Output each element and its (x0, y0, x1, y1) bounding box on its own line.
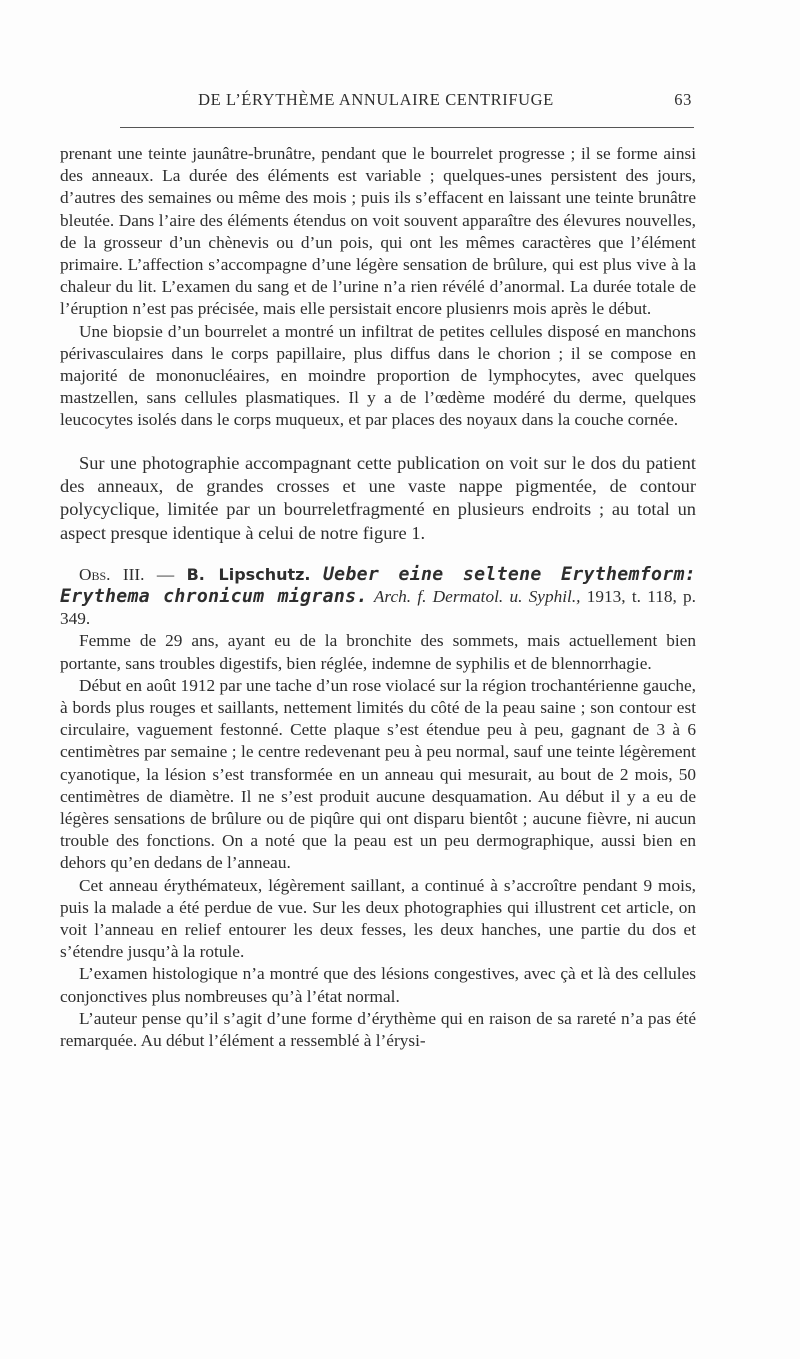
paragraph-continuation: prenant une teinte jaunâtre-brunâtre, pendant que le bourrelet progresse ; il se forme ainsi des anneaux. La durée des éléments est variable ; quelques-unes persistent des jours, d’autres des semaines ou même des mois ; puis ils s’effacent en laissant une teinte brunâtre bleutée. Dans l’aire des éléments étendus on voit souvent apparaître des élevures nouvelles, de la grosseur d’un chènevis ou d’un pois, qui ont les mêmes caractères que l’élément primaire. L’affection s’accompagne d’une légère sensation de brûlure, qui est plus vive à la chaleur du lit. L’examen du sang et de l’urine n’a rien révélé d’anormal. La durée totale de l’éruption n’est pas précisée, mais elle persistait encore plusienrs mois après le début. (60, 144, 696, 319)
observation-citation: 1913, t. 118, p. 349. (60, 587, 696, 629)
running-title: DE L’ÉRYTHÈME ANNULAIRE CENTRIFUGE (198, 90, 554, 109)
paragraph-author-opinion: L’auteur pense qu’il s’agit d’une forme d’érythème qui en raison de sa rareté n’a pas été remarquée. Au début l’élément a ressemblé à l’érysi- (60, 1008, 696, 1051)
paragraph-patient: Femme de 29 ans, ayant eu de la bronchite des sommets, mais actuellement bien portante, sans troubles digestifs, bien réglée, indemne de syphilis et de blennorrhagie. (60, 631, 696, 673)
body-text (60, 143, 696, 1052)
page-header (60, 90, 692, 114)
observation-author: B. Lipschutz. (186, 564, 311, 584)
observation-journal: Arch. f. Dermatol. u. Syphil., (373, 587, 581, 607)
observation-dash: — (144, 564, 187, 584)
paragraph-histology: L’examen histologique n’a montré que des lésions congestives, avec çà et là des cellules conjonctives plus nombreuses qu’à l’état normal. (60, 964, 696, 1006)
paragraph-onset: Début en août 1912 par une tache d’un rose violacé sur la région trochantérienne gauche, à bords plus rouges et saillants, nettement limités du côté de la peau saine ; son contour est circulaire, vaguement festonné. Cette plaque s’est étendue peu à peu, gagnant de 3 à 6 centimètres par semaine ; le centre redevenant peu à peu normal, sauf une teinte légèrement cyanotique, la lésion s’est transformée en un anneau qui mesurait, au bout de 2 mois, 50 centimètres de diamètre. Il ne s’est produit aucune desquamation. Au début il y a eu de légères sensations de brûlure ou de piqûre qui ont disparu bientôt ; aucune fièvre, ni aucun trouble des fonctions. On a noté que la peau est un peu dermographique, aussi bien en dehors qu’en dedans de l’anneau. (60, 675, 696, 873)
header-rule (120, 127, 694, 128)
paragraph-biopsy: Une biopsie d’un bourrelet a montré un infiltrat de petites cellules disposé en manchons périvasculaires dans le corps papillaire, plus diffus dans le chorion ; il se compose en majorité de mononucléaires, en moindre proportion de lymphocytes, avec quelques mastzellen, sans cellules plasmatiques. Il y a de l’œdème modéré du derme, quelques leucocytes isolés dans le corps muqueux, et par places des noyaux dans la couche cornée. (60, 321, 696, 430)
observation-heading (60, 564, 696, 631)
page-number: 63 (674, 90, 692, 109)
paragraph-photograph: Sur une photographie accompagnant cette publication on voit sur le dos du patient des anneaux, de grandes crosses et une vaste nappe pigmentée, de contour polycyclique, limitée par un bourreletfragmenté en plusieurs endroits ; au total un aspect presque identique à celui de notre figure 1. (60, 452, 696, 543)
observation-label: Obs. III. (79, 564, 145, 584)
observation-title: Ueber eine seltene Erythemform: Erythema chronicum migrans. (60, 563, 696, 608)
paragraph-ring: Cet anneau érythémateux, légèrement saillant, a continué à s’accroître pendant 9 mois, puis la malade a été perdue de vue. Sur les deux photographies qui illustrent cet article, on voit l’anneau en relief entourer les deux fesses, les deux hanches, une partie du dos et s’étendre jusqu’à la rotule. (60, 875, 696, 962)
